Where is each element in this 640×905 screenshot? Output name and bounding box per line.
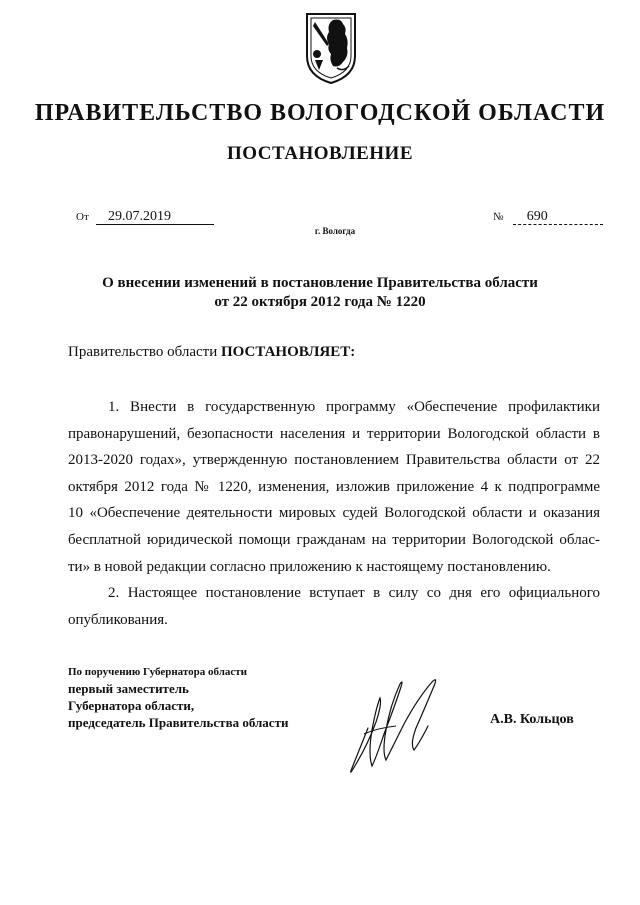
body-line: 2. Настоящее постановление вступает в силу со дня его официального [108, 585, 600, 602]
body-line: октября 2012 года № 1220, изменения, изложив приложение 4 к подпрограмме [68, 478, 600, 495]
document-number: 690 [513, 210, 603, 225]
preamble-text: Правительство области [68, 344, 221, 360]
handwritten-signature-icon [338, 668, 453, 783]
signatory-line-2: первый заместитель [68, 681, 189, 696]
body-line: 2013-2020 годах», утвержденную постановлением Правительства области от 22 [68, 452, 600, 469]
signatory-line-4: председатель Правительства области [68, 715, 289, 730]
document-date: 29.07.2019 [96, 210, 214, 225]
body-line: опубликования. [68, 611, 168, 628]
city-label: г. Вологда [314, 226, 356, 236]
document-subject [60, 274, 580, 312]
number-prefix: № [493, 211, 504, 223]
preamble-decree-word: ПОСТАНОВЛЯЕТ: [220, 344, 356, 360]
preamble [68, 344, 355, 361]
document-type: ПОСТАНОВЛЕНИЕ [226, 143, 414, 164]
body-line: правонарушений, безопасности населения и территории Вологодской области в [68, 425, 600, 442]
coat-of-arms-icon [303, 10, 359, 86]
organization-title: ПРАВИТЕЛЬСТВО ВОЛОГОДСКОЙ ОБЛАСТИ [34, 100, 606, 126]
signatory-line-3: Губернатора области, [68, 698, 195, 713]
date-prefix: От [76, 211, 89, 223]
subject-line-1: О внесении изменений в постановление Правительства области [102, 275, 538, 291]
subject-line-2: от 22 октября 2012 года № 1220 [214, 294, 426, 310]
signatory-name: А.В. Кольцов [490, 712, 574, 727]
date-field [76, 208, 214, 225]
document-body [68, 394, 600, 633]
signatory-position [68, 664, 288, 731]
body-line: 10 «Обеспечение деятельности мировых судей Вологодской области и оказания [68, 505, 600, 522]
signatory-line-1: По поручению Губернатора области [68, 666, 248, 678]
body-line: ти» в новой редакции согласно приложению к настоящему постановлению. [68, 558, 551, 575]
body-line: бесплатной юридической помощи гражданам на территории Вологодской облас- [68, 531, 600, 548]
number-field [493, 208, 603, 225]
body-line: 1. Внести в государственную программу «Обеспечение профилактики [108, 399, 600, 415]
